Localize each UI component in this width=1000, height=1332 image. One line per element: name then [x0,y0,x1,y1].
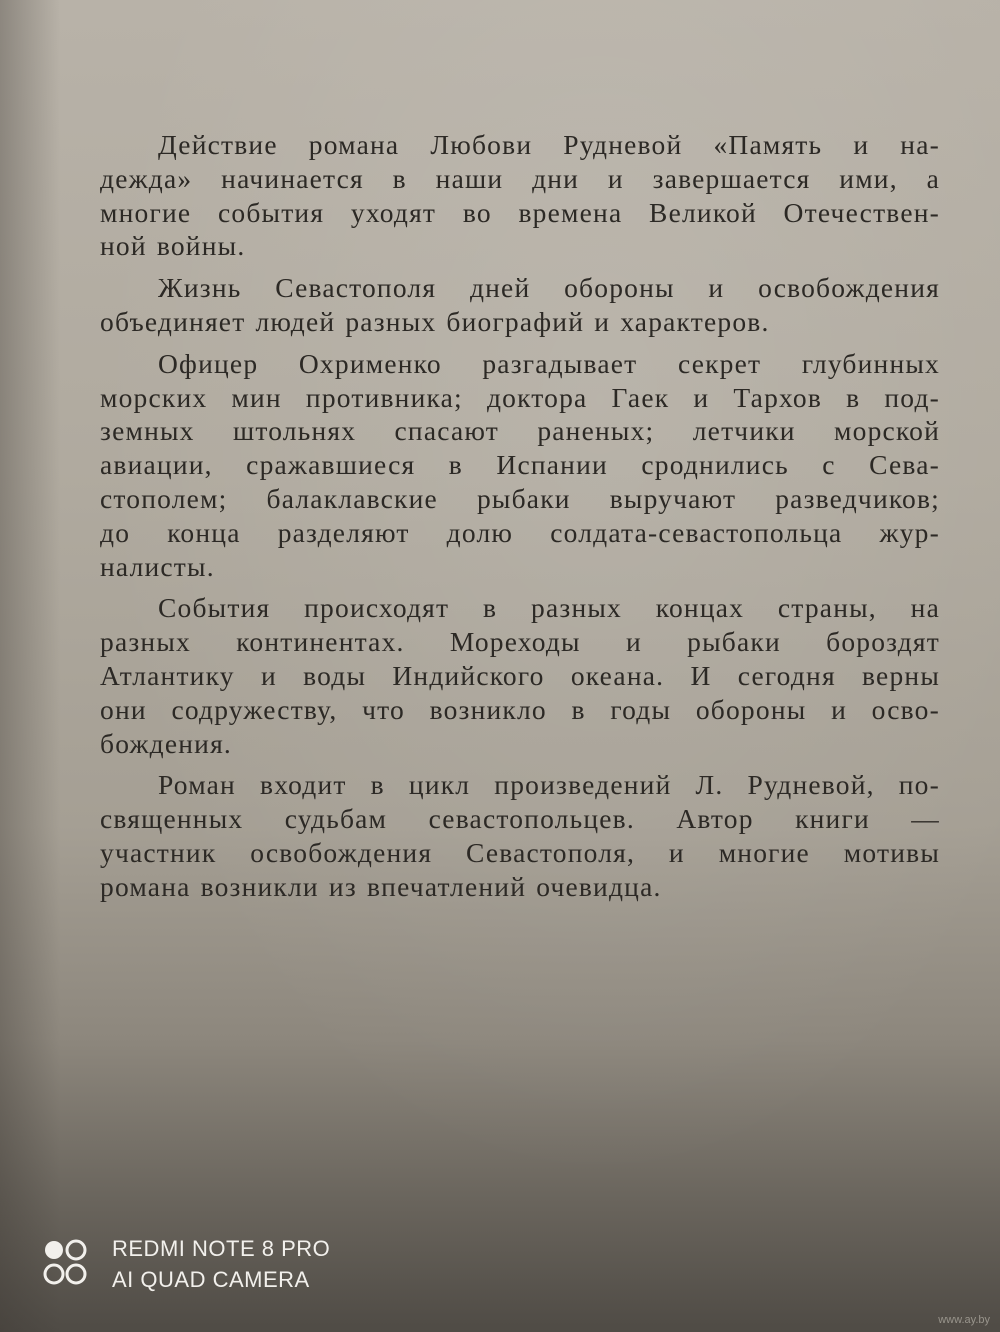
text-line: ной войны. [100,230,246,262]
text-line: бождения. [100,727,233,759]
text-line: Атлантику и воды Индийского океана. И сегодня верны [100,659,940,691]
paragraph-3 [100,347,940,584]
camera-model-label: REDMI NOTE 8 PRO [112,1236,331,1261]
text-line: романа возникли из впечатлений очевидца. [100,870,662,902]
text-line: объединяет людей разных биографий и характеров. [100,305,770,337]
camera-watermark [40,1236,380,1300]
lens-icon [40,1236,96,1292]
text-line: Жизнь Севастополя дней обороны и освобождения [158,272,940,304]
text-line: земных штольнях спасают раненых; летчики морской [100,415,940,447]
text-line: морских мин противника; доктора Гаек и Тархов в под- [100,381,940,413]
text-line: авиации, сражавшиеся в Испании сроднились с Сева- [100,449,940,481]
text-line: участник освобождения Севастополя, и многие мотивы [100,836,940,868]
book-annotation-text [100,128,940,912]
text-line: Офицер Охрименко разгадывает секрет глубинных [158,347,940,379]
site-watermark: www.ay.by [938,1314,990,1326]
text-line: до конца разделяют долю солдата-севастопольца жур- [100,516,940,548]
text-line: налисты. [100,550,215,582]
text-line: священных судьбам севастопольцев. Автор книги — [100,803,940,835]
text-line: Роман входит в цикл произведений Л. Рудневой, по- [158,769,940,801]
text-line: стополем; балаклавские рыбаки выручают разведчиков; [100,482,940,514]
text-line: Действие романа Любови Рудневой «Память и на- [158,129,940,160]
page-edge-shadow [0,0,60,1332]
paragraph-4 [100,591,940,760]
text-line: разных континентах. Мореходы и рыбаки бороздят [100,626,940,658]
text-line: многие события уходят во времена Великой Отечествен- [100,196,940,228]
text-line: События происходят в разных концах страны, на [158,592,940,624]
paragraph-1 [100,128,940,263]
paragraph-2 [100,271,940,339]
camera-feature-label: AI QUAD CAMERA [112,1267,310,1292]
paragraph-5 [100,768,940,903]
text-line: они содружеству, что возникло в годы обороны и осво- [100,693,940,725]
text-line: дежда» начинается в наши дни и завершается ими, а [100,162,940,194]
